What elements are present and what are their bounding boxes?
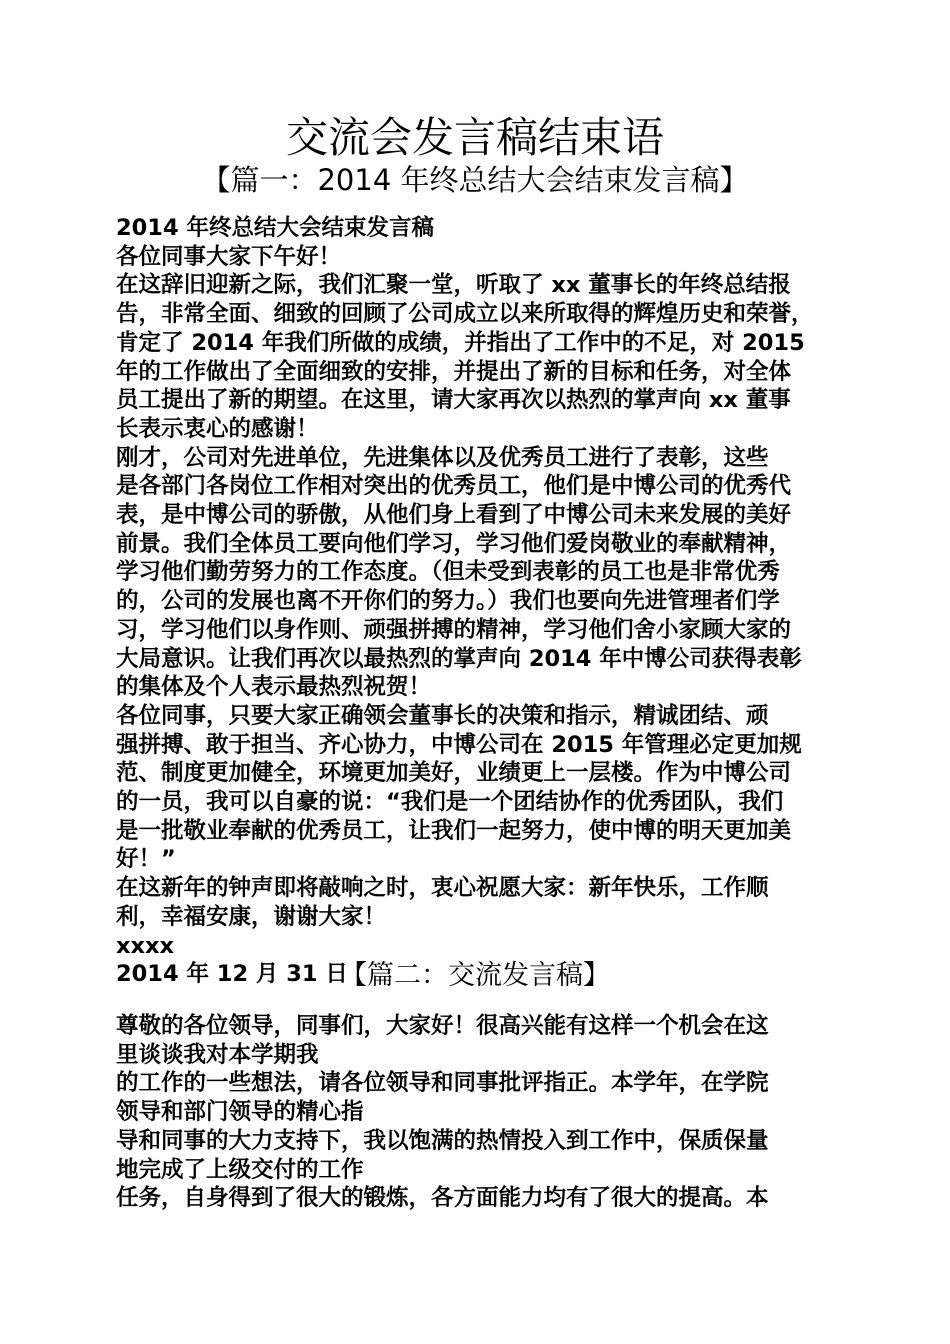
section2-body bbox=[116, 1012, 846, 1213]
paragraph-line: 告，非常全面、细致的回顾了公司成立以来所取得的辉煌历史和荣誉， bbox=[116, 301, 814, 328]
section1-body bbox=[116, 214, 846, 989]
paragraph-line: 2014 年终总结大会结束发言稿 bbox=[116, 215, 434, 241]
paragraph-line: 好！” bbox=[116, 846, 176, 873]
paragraph-line: 范、制度更加健全，环境更加美好，业绩更上一层楼。作为中博公司 bbox=[116, 760, 792, 787]
paragraph-line: 领导和部门领导的精心指 bbox=[116, 1099, 364, 1126]
paragraph-line: 的，公司的发展也离不开你们的努力。）我们也要向先进管理者们学 bbox=[116, 588, 780, 615]
paragraph-line: 学习他们勤劳努力的工作态度。（但未受到表彰的员工也是非常优秀 bbox=[116, 559, 780, 586]
paragraph-line: 在这新年的钟声即将敲响之时，衷心祝愿大家：新年快乐，工作顺 bbox=[116, 875, 769, 902]
paragraph-line: 任务，自身得到了很大的锻炼，各方面能力均有了很大的提高。本 bbox=[116, 1185, 769, 1212]
paragraph-line: 的工作的一些想法，请各位领导和同事批评指正。本学年，在学院 bbox=[116, 1070, 769, 1097]
paragraph-line: 员工提出了新的期望。在这里，请大家再次以热烈的掌声向 xx 董事 bbox=[116, 387, 791, 414]
paragraph-line: xxxx bbox=[116, 932, 175, 959]
paragraph-line: 的一员，我可以自豪的说：“我们是一个团结协作的优秀团队，我们 bbox=[116, 789, 784, 816]
section1-heading: 【篇一：2014 年终总结大会结束发言稿】 bbox=[201, 163, 749, 197]
paragraph-line: 各位同事大家下午好！ bbox=[116, 243, 342, 270]
paragraph-line: 刚才，公司对先进单位，先进集体以及优秀员工进行了表彰，这些 bbox=[116, 444, 769, 471]
paragraph-line: 2014 年 12 月 31 日 bbox=[116, 961, 348, 988]
paragraph-line: 表，是中博公司的骄傲，从他们身上看到了中博公司未来发展的美好 bbox=[116, 502, 792, 529]
paragraph-line: 前景。我们全体员工要向他们学习，学习他们爱岗敬业的奉献精神， bbox=[116, 530, 792, 557]
paragraph-line: 在这辞旧迎新之际，我们汇聚一堂，听取了 xx 董事长的年终总结报 bbox=[116, 272, 791, 299]
paragraph-line: 导和同事的大力支持下，我以饱满的热情投入到工作中，保质保量 bbox=[116, 1127, 769, 1154]
paragraph-line: 年的工作做出了全面细致的安排，并提出了新的目标和任务，对全体 bbox=[116, 358, 792, 385]
paragraph-line: 是各部门各岗位工作相对突出的优秀员工，他们是中博公司的优秀代 bbox=[116, 473, 792, 500]
section2-heading: 【篇二：交流发言稿】 bbox=[340, 960, 610, 991]
paragraph-line: 尊敬的各位领导，同事们，大家好！很高兴能有这样一个机会在这 bbox=[116, 1013, 769, 1039]
paragraph-line: 地完成了上级交付的工作 bbox=[116, 1156, 364, 1183]
paragraph-line: 里谈谈我对本学期我 bbox=[116, 1041, 319, 1068]
paragraph-line: 大局意识。让我们再次以最热烈的掌声向 2014 年中博公司获得表彰 bbox=[116, 645, 802, 672]
document-title: 交流会发言稿结束语 bbox=[285, 113, 664, 162]
paragraph-line: 强拼搏、敢于担当、齐心协力，中博公司在 2015 年管理必定更加规 bbox=[116, 731, 802, 758]
paragraph-line: 各位同事，只要大家正确领会董事长的决策和指示，精诚团结、顽 bbox=[116, 702, 769, 729]
paragraph-line: 的集体及个人表示最热烈祝贺！ bbox=[116, 674, 432, 701]
paragraph-line: 肯定了 2014 年我们所做的成绩，并指出了工作中的不足，对 2015 bbox=[116, 329, 805, 356]
paragraph-line: 习，学习他们以身作则、顽强拼搏的精神，学习他们舍小家顾大家的 bbox=[116, 616, 792, 643]
paragraph-line: 是一批敬业奉献的优秀员工，让我们一起努力，使中博的明天更加美 bbox=[116, 817, 792, 844]
paragraph-line: 长表示衷心的感谢！ bbox=[116, 415, 319, 442]
paragraph-line: 利，幸福安康，谢谢大家！ bbox=[116, 903, 387, 930]
